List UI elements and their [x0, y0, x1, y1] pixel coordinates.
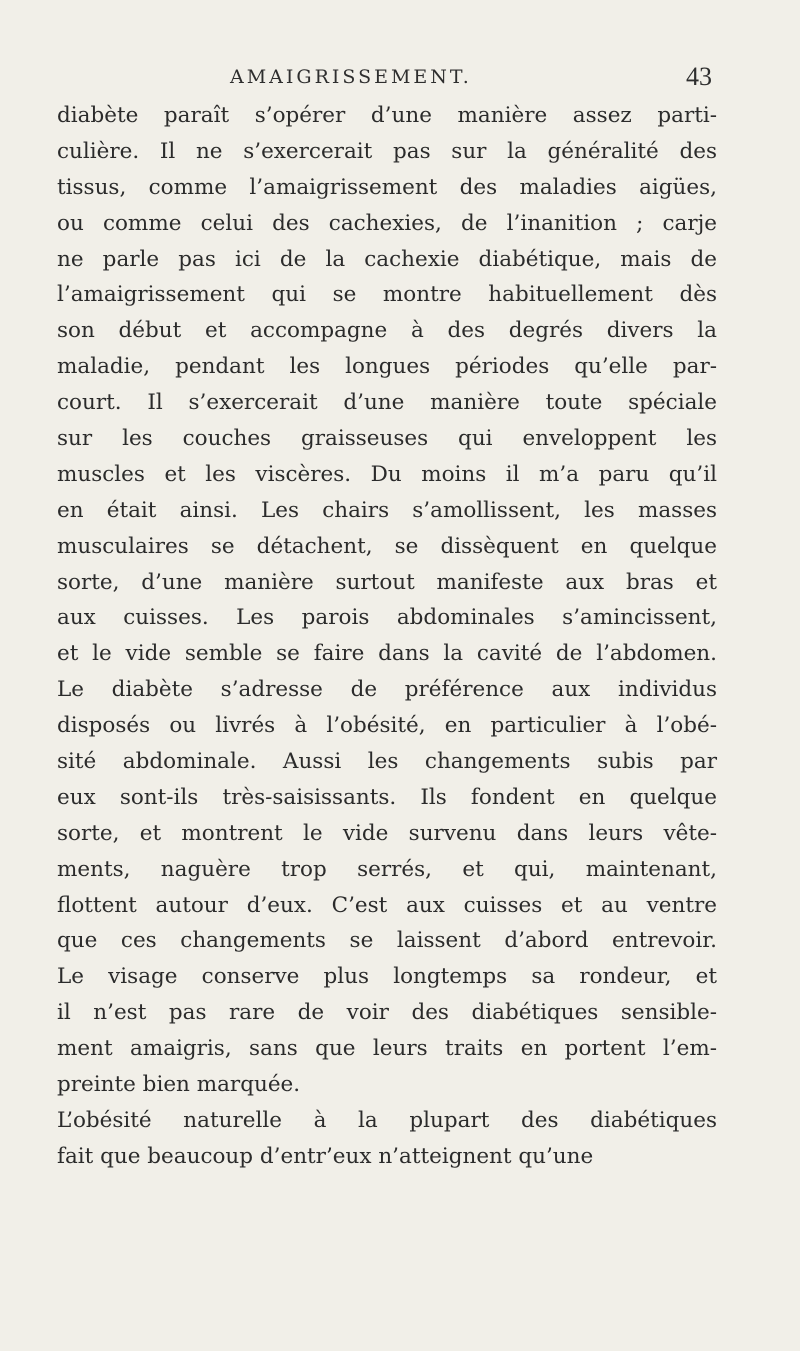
text-line: musculaires se détachent, se dissèquent en quelque: [57, 533, 717, 559]
running-title: AMAIGRISSEMENT.: [230, 66, 472, 88]
text-line: son début et accompagne à des degrés divers la: [57, 318, 717, 344]
text-line: preinte bien marquée.: [57, 1072, 301, 1098]
text-line: l’amaigrissement qui se montre habituellement dès: [57, 282, 717, 308]
text-line: muscles et les viscères. Du moins il m’a paru qu’il: [57, 461, 717, 487]
text-line: en était ainsi. Les chairs s’amollissent, les masses: [57, 497, 717, 523]
text-line: culière. Il ne s’exercerait pas sur la généralité des: [57, 138, 717, 164]
text-line: que ces changements se laissent d’abord entrevoir.: [57, 928, 717, 954]
text-line: flottent autour d’eux. C’est aux cuisses et au ventre: [57, 892, 717, 918]
text-line: tissus, comme l’amaigrissement des maladies aigües,: [57, 174, 717, 200]
text-line: sité abdominale. Aussi les changements subis par: [57, 749, 717, 775]
page-number: 43: [686, 62, 712, 91]
text-line: Le diabète s’adresse de préférence aux individus: [57, 677, 717, 703]
text-line: fait que beaucoup d’entr’eux n’atteignent qu’une: [57, 1143, 594, 1169]
text-line: aux cuisses. Les parois abdominales s’amincissent,: [57, 605, 717, 631]
text-line: maladie, pendant les longues périodes qu’elle par-: [57, 354, 717, 380]
text-line: sorte, et montrent le vide survenu dans leurs vête-: [57, 820, 717, 846]
text-line: Le visage conserve plus longtemps sa rondeur, et: [57, 964, 717, 990]
text-line: L’obésité naturelle à la plupart des diabétiques: [57, 1107, 717, 1133]
text-line: sur les couches graisseuses qui enveloppent les: [57, 426, 717, 452]
text-line: ou comme celui des cachexies, de l’inanition ; carje: [57, 210, 717, 236]
running-head: [0, 62, 712, 92]
text-line: ments, naguère trop serrés, et qui, maintenant,: [57, 856, 717, 882]
text-line: ment amaigris, sans que leurs traits en portent l’em-: [57, 1036, 717, 1062]
body-text: [57, 98, 717, 1175]
text-line: eux sont-ils très-saisissants. Ils fondent en quelque: [57, 784, 717, 810]
text-line: diabète paraît s’opérer d’une manière assez parti-: [57, 103, 717, 128]
text-line: court. Il s’exercerait d’une manière toute spéciale: [57, 390, 717, 416]
text-line: disposés ou livrés à l’obésité, en particulier à l’obé-: [57, 713, 717, 739]
text-line: il n’est pas rare de voir des diabétiques sensible-: [57, 1000, 717, 1026]
text-line: et le vide semble se faire dans la cavité de l’abdomen.: [57, 641, 717, 667]
text-line: ne parle pas ici de la cachexie diabétique, mais de: [57, 246, 717, 272]
text-line: sorte, d’une manière surtout manifeste aux bras et: [57, 569, 717, 595]
